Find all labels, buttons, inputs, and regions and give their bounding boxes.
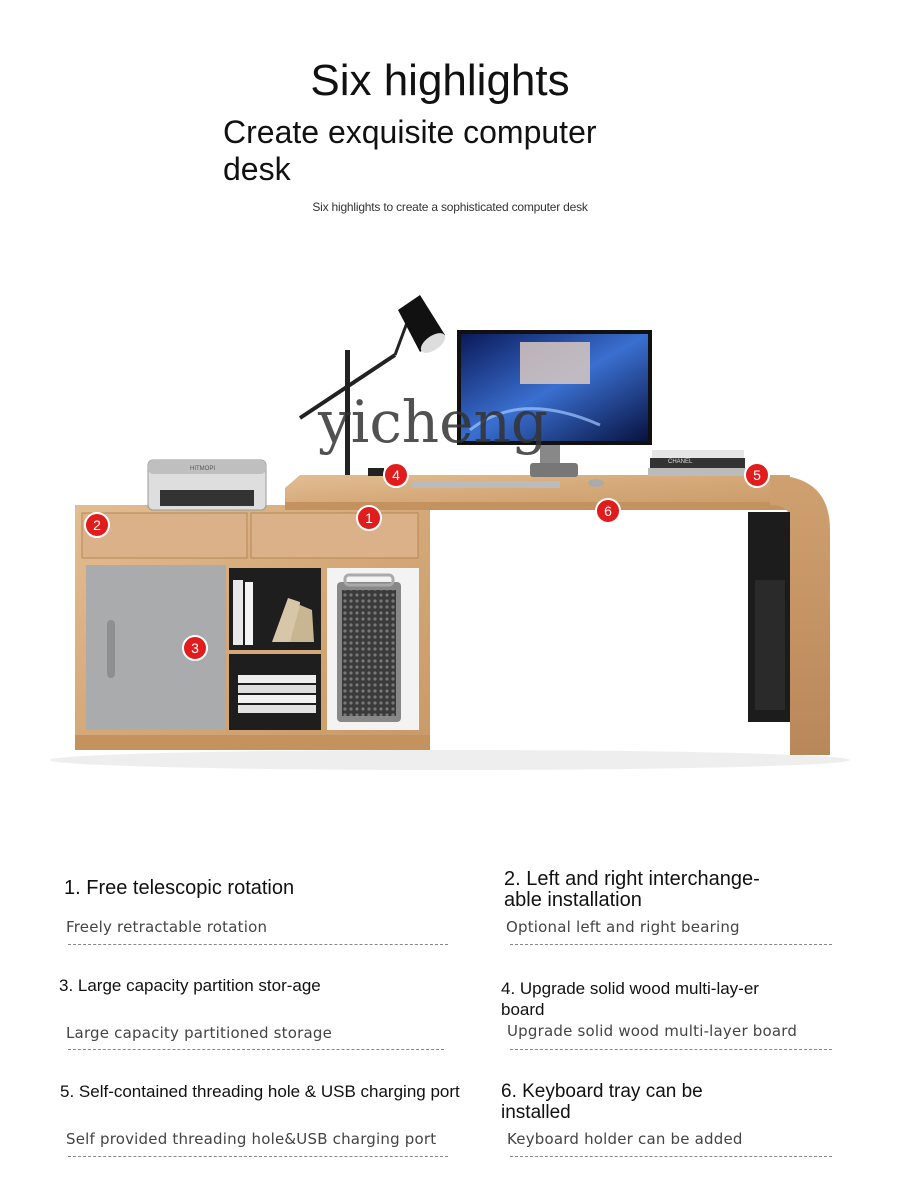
- books: [648, 450, 746, 476]
- feature-5-subtitle: Self provided threading hole&USB charging port: [66, 1130, 437, 1148]
- marker-4-label: 4: [392, 467, 400, 483]
- feature-5-divider: [68, 1156, 448, 1157]
- keyboard: [412, 481, 560, 488]
- feature-2-divider: [510, 944, 832, 945]
- marker-1: [357, 506, 381, 530]
- marker-6-label: 6: [604, 503, 612, 519]
- marker-4: [384, 463, 408, 487]
- feature-2-title: 2. Left and right interchange-able installation: [504, 868, 760, 911]
- feature-1-divider: [68, 944, 448, 945]
- watermark-text: yicheng: [318, 388, 548, 456]
- printer: [148, 460, 266, 510]
- feature-3-divider: [68, 1049, 444, 1050]
- mouse: [588, 479, 604, 487]
- feature-2-subtitle: Optional left and right bearing: [506, 918, 740, 936]
- marker-5: [745, 463, 769, 487]
- door-handle: [107, 620, 115, 678]
- feature-3-subtitle: Large capacity partitioned storage: [66, 1024, 333, 1042]
- product-image: [0, 280, 900, 800]
- feature-6-divider: [510, 1156, 832, 1157]
- feature-6-subtitle: Keyboard holder can be added: [507, 1130, 743, 1148]
- marker-2: [85, 513, 109, 537]
- feature-1-title: 1. Free telescopic rotation: [64, 877, 295, 899]
- pc-tower: [337, 575, 401, 722]
- feature-4-divider: [510, 1049, 832, 1050]
- feature-3-title: 3. Large capacity partition stor-age: [59, 976, 321, 995]
- page-subtitle: Create exquisite computer desk: [223, 114, 597, 187]
- page-subtitle-small: Six highlights to create a sophisticated computer desk: [312, 200, 588, 214]
- book-label: CHANEL: [668, 459, 693, 465]
- feature-6-title: 6. Keyboard tray can be installed: [501, 1081, 703, 1123]
- marker-5-label: 5: [753, 467, 761, 483]
- feature-4-subtitle: Upgrade solid wood multi-layer board: [507, 1022, 798, 1040]
- marker-6: [596, 499, 620, 523]
- marker-3-label: 3: [191, 640, 199, 656]
- page-title: Six highlights: [310, 56, 570, 105]
- marker-3: [183, 636, 207, 660]
- feature-1-subtitle: Freely retractable rotation: [66, 918, 268, 936]
- marker-1-label: 1: [365, 510, 373, 526]
- marker-2-label: 2: [93, 517, 101, 533]
- feature-5-title: 5. Self-contained threading hole & USB charging port: [60, 1082, 460, 1101]
- floor-shadow: [50, 750, 850, 770]
- feature-4-title: 4. Upgrade solid wood multi-lay-er board: [501, 979, 759, 1019]
- printer-brand: HITMOPI: [190, 466, 215, 472]
